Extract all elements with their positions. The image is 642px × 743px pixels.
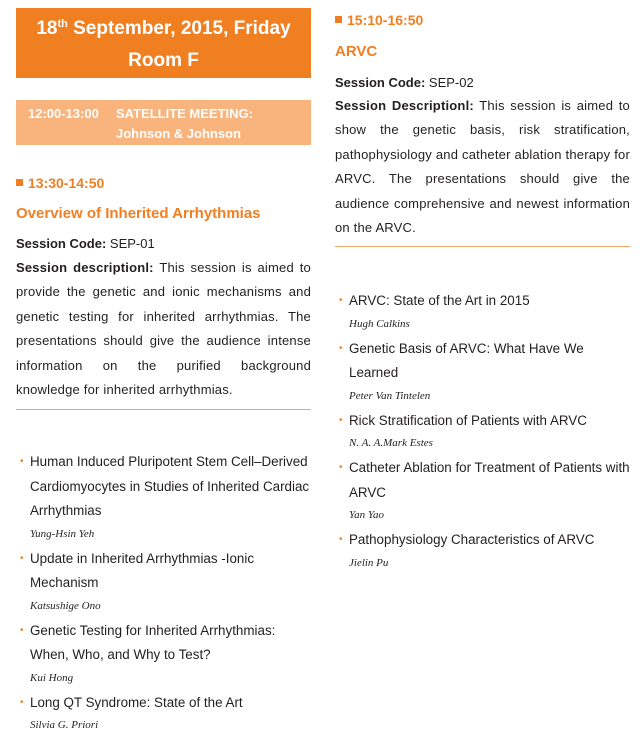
session-code-line <box>335 75 474 90</box>
talk-speaker: Katsushige Ono <box>30 599 101 612</box>
divider <box>335 246 630 247</box>
session-code: SEP-01 <box>106 236 155 251</box>
talk-speaker: Kui Hong <box>30 671 74 684</box>
room-label: Room F <box>128 50 199 71</box>
talk-title: Long QT Syndrome: State of the Art <box>30 694 243 710</box>
date-day: 18 <box>36 18 58 39</box>
talk-speaker: Silvia G. Priori <box>30 719 99 731</box>
talk-item <box>339 528 630 571</box>
talk-item <box>20 619 311 686</box>
bullet-icon: • <box>20 624 24 636</box>
session-description-label: Session descriptionl: <box>16 260 154 275</box>
session-time-heading <box>16 175 104 191</box>
bullet-icon: • <box>339 342 343 354</box>
talk-speaker: Hugh Calkins <box>349 317 410 330</box>
talk-list <box>20 450 311 738</box>
satellite-meeting-banner <box>16 100 311 145</box>
session-time-heading <box>335 12 423 28</box>
talk-item <box>339 337 630 404</box>
talk-item <box>20 450 311 542</box>
date-suffix: th <box>57 18 68 30</box>
talk-item <box>339 456 630 523</box>
talk-title: Pathophysiology Characteristics of ARVC <box>349 532 595 547</box>
bullet-icon: • <box>339 414 343 426</box>
bullet-icon: • <box>20 552 24 564</box>
talk-speaker: Yan Yao <box>349 509 384 521</box>
talk-speaker: Yung-Hsin Yeh <box>30 527 95 540</box>
square-bullet-icon <box>335 16 342 23</box>
talk-title: Genetic Testing for Inherited Arrhythmias: When, Who, and Why to Test? <box>30 622 276 662</box>
session-description-text: This session is aimed to provide the genetic and ionic mechanisms and genetic testing for inherited arrhythmias. The presentations should give the audience intense information on the purified background knowledge for inherited arrhythmias. <box>16 260 311 398</box>
talk-title: Genetic Basis of ARVC: What Have We Learned <box>349 340 584 380</box>
session-code-label: Session Code: <box>16 236 107 251</box>
talk-speaker: Jielin Pu <box>349 556 389 569</box>
satellite-label: SATELLITE MEETING: <box>116 106 253 121</box>
session-time: 13:30-14:50 <box>28 175 105 191</box>
session-code-label: Session Code: <box>335 75 426 90</box>
session-code-line <box>16 236 155 251</box>
date-room-banner <box>16 8 311 78</box>
talk-speaker: N. A. A.Mark Estes <box>349 437 433 449</box>
talk-item <box>339 289 630 332</box>
date-line <box>16 14 311 46</box>
bullet-icon: • <box>339 295 343 306</box>
talk-item <box>20 691 311 734</box>
session-time: 15:10-16:50 <box>347 12 424 28</box>
satellite-sponsor: Johnson & Johnson <box>116 126 241 141</box>
talk-list <box>339 289 630 576</box>
talk-item <box>339 409 630 452</box>
session-description <box>335 94 630 240</box>
talk-item <box>20 547 311 614</box>
session-title: ARVC <box>335 43 378 60</box>
square-bullet-icon <box>16 179 23 186</box>
session-description <box>16 256 311 402</box>
date-rest: September, 2015, Friday <box>67 18 291 39</box>
bullet-icon: • <box>339 462 343 473</box>
talk-speaker: Peter Van Tintelen <box>349 389 431 402</box>
session-title: Overview of Inherited Arrhythmias <box>16 205 261 222</box>
talk-title: ARVC: State of the Art in 2015 <box>349 293 530 308</box>
talk-title: Catheter Ablation for Treatment of Patients with ARVC <box>349 460 630 500</box>
bullet-icon: • <box>20 456 24 467</box>
session-description-text: This session is aimed to show the genetic basis, risk stratification, pathophysiology and catheter ablation therapy for ARVC. The presentations should give the audience comprehensive and newest information on the ARVC. <box>335 98 630 236</box>
session-description-label: Session Descriptionl: <box>335 98 474 113</box>
talk-title: Update in Inherited Arrhythmias -Ionic Mechanism <box>30 550 255 590</box>
divider <box>16 409 311 410</box>
talk-title: Human Induced Pluripotent Stem Cell–Derived Cardiomyocytes in Studies of Inherited Cardiac Arrhythmias <box>30 454 310 518</box>
session-code: SEP-02 <box>425 75 474 90</box>
bullet-icon: • <box>20 696 24 708</box>
bullet-icon: • <box>339 534 343 545</box>
talk-title: Rick Stratification of Patients with ARVC <box>349 412 587 428</box>
satellite-time: 12:00-13:00 <box>28 106 99 121</box>
